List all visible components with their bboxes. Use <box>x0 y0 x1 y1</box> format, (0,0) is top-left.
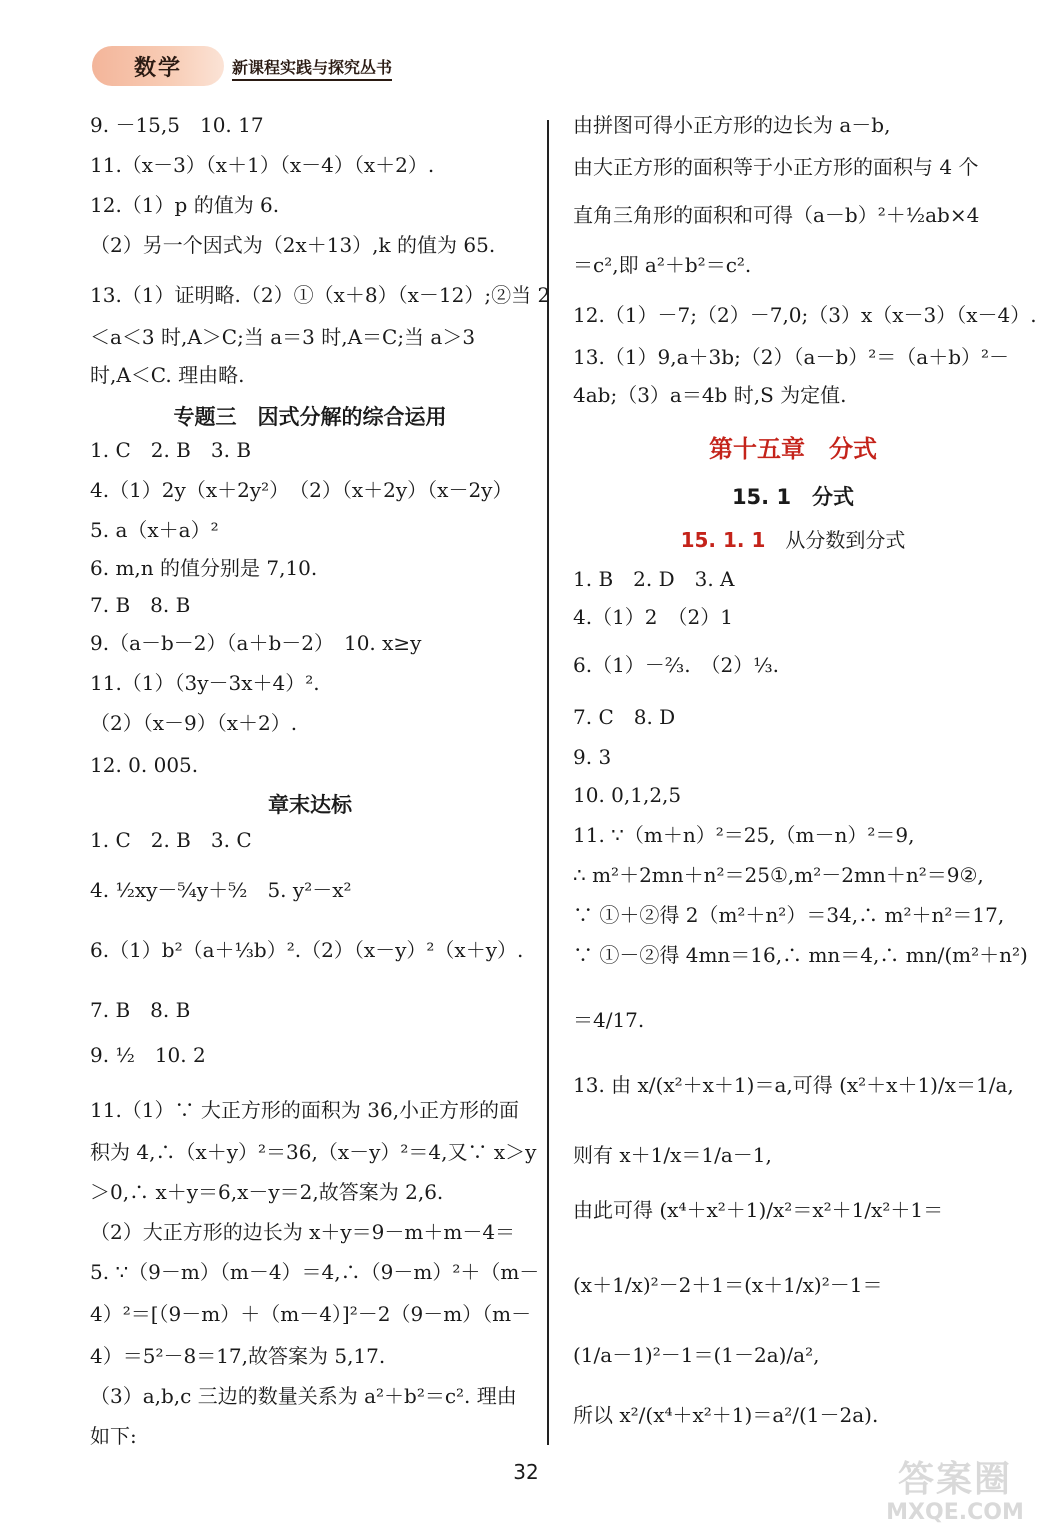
answer-line: 12. 0. 005. <box>90 753 199 777</box>
answer-line: 12.（1）－7;（2）－7,0;（3）x（x－3）（x－4）. <box>573 303 1037 327</box>
subsection-number: 15. 1. 1 <box>680 528 766 552</box>
answer-line: 1. B 2. D 3. A <box>573 567 735 591</box>
answer-line: 13.（1）证明略.（2）①（x＋8）（x－12）;②当 2 <box>90 283 551 307</box>
answer-line: 10. 0,1,2,5 <box>573 783 682 807</box>
answer-line: （2）另一个因式为（2x＋13）,k 的值为 65. <box>90 233 496 257</box>
answer-line: 时,A＜C. 理由略. <box>90 363 245 387</box>
answer-line: ＜a＜3 时,A＞C;当 a＝3 时,A＝C;当 a＞3 <box>90 325 476 349</box>
answer-line: 7. B 8. B <box>90 593 191 617</box>
answer-line: 如下: <box>90 1424 137 1448</box>
answer-line: 则有 x＋1/x＝1/a－1, <box>573 1143 772 1167</box>
answer-line: 7. B 8. B <box>90 998 191 1022</box>
chapter-heading: 第十五章 分式 <box>709 435 877 463</box>
subject-badge: 数学 <box>92 46 224 86</box>
answer-line: 6. m,n 的值分别是 7,10. <box>90 556 318 580</box>
answer-line: 11.（1）（3y－3x＋4）². <box>90 671 320 695</box>
answer-line: 12.（1）p 的值为 6. <box>90 193 280 217</box>
answer-line: 由此可得 (x⁴＋x²＋1)/x²＝x²＋1/x²＋1＝ <box>573 1198 944 1222</box>
answer-line: 积为 4,∴（x＋y）²＝36,（x－y）²＝4,又∵ x＞y <box>90 1140 537 1164</box>
answer-line: 直角三角形的面积和可得（a－b）²＋½ab×4 <box>573 203 980 227</box>
answer-line: 4）＝5²－8＝17,故答案为 5,17. <box>90 1344 386 1368</box>
watermark-site: MXQE.COM <box>886 1500 1024 1525</box>
answer-line: 13. 由 x/(x²＋x＋1)＝a,可得 (x²＋x＋1)/x＝1/a, <box>573 1073 1014 1097</box>
answer-line: 5. ∵（9－m）（m－4）＝4,∴（9－m）²＋（m－ <box>90 1260 540 1284</box>
watermark-logo-text: 答案圈 <box>897 1459 1012 1500</box>
section-title: 15. 1 分式 <box>731 485 855 509</box>
answer-line: 4.（1）2y（x＋2y²） （2）（x＋2y）（x－2y） <box>90 478 513 502</box>
answer-line: 6.（1）－⅔. （2）⅓. <box>573 653 780 677</box>
answer-line: 4）²＝[（9－m）＋（m－4）]²－2（9－m）（m－ <box>90 1302 532 1326</box>
answer-line: ∵ ①－②得 4mn＝16,∴ mn＝4,∴ mn/(m²＋n²) <box>573 943 1028 967</box>
watermark-logo <box>870 1460 1040 1530</box>
answer-line: 由拼图可得小正方形的边长为 a－b, <box>573 113 891 137</box>
answer-line: ∴ m²＋2mn＋n²＝25①,m²－2mn＋n²＝9②, <box>573 863 984 887</box>
answer-line: 所以 x²/(x⁴＋x²＋1)＝a²/(1－2a). <box>573 1403 879 1427</box>
answer-line: 4. ½xy－⁵⁄₄y＋⁵⁄₂ 5. y²－x² <box>90 878 352 902</box>
answer-line: ∵ ①＋②得 2（m²＋n²）＝34,∴ m²＋n²＝17, <box>573 903 1005 927</box>
answer-line: 1. C 2. B 3. B <box>90 438 252 462</box>
series-title: 新课程实践与探究丛书 <box>232 55 392 81</box>
answer-line: 11.（x－3）（x＋1）（x－4）（x＋2）. <box>90 153 435 177</box>
subsection-title: 从分数到分式 <box>785 528 906 552</box>
answer-line: （3）a,b,c 三边的数量关系为 a²＋b²＝c². 理由 <box>90 1384 517 1408</box>
answer-line: ＞0,∴ x＋y＝6,x－y＝2,故答案为 2,6. <box>90 1180 444 1204</box>
answer-line: 9. －15,5 10. 17 <box>90 113 264 137</box>
section-heading: 章末达标 <box>268 793 352 817</box>
answer-line: ＝4/17. <box>573 1008 645 1032</box>
answer-line: (1/a－1)²－1＝(1－2a)/a², <box>573 1343 820 1367</box>
answer-line: 9. 3 <box>573 745 612 769</box>
answer-line: 4.（1）2 （2）1 <box>573 605 733 629</box>
answer-line: （2）大正方形的边长为 x＋y＝9－m＋m－4＝ <box>90 1220 516 1244</box>
answer-line: 5. a（x＋a）² <box>90 518 219 542</box>
page-number: 32 <box>513 1460 539 1484</box>
answer-line: 由大正方形的面积等于小正方形的面积与 4 个 <box>573 155 979 179</box>
answer-line: 11. ∵（m＋n）²＝25,（m－n）²＝9, <box>573 823 915 847</box>
answer-line: 11.（1）∵ 大正方形的面积为 36,小正方形的面 <box>90 1098 520 1122</box>
answer-line: 9.（a－b－2）（a＋b－2） 10. x≥y <box>90 631 422 655</box>
answer-line: (x＋1/x)²－2＋1＝(x＋1/x)²－1＝ <box>573 1273 883 1297</box>
answer-line: 1. C 2. B 3. C <box>90 828 252 852</box>
column-divider <box>547 120 549 1445</box>
answer-line: 6.（1）b²（a＋⅓b）².（2）（x－y）²（x＋y）. <box>90 938 524 962</box>
answer-line: 7. C 8. D <box>573 705 676 729</box>
answer-line: 9. ½ 10. 2 <box>90 1043 206 1067</box>
section-heading: 专题三 因式分解的综合运用 <box>173 405 447 429</box>
subsection-heading <box>573 525 1013 555</box>
answer-line: 13.（1）9,a＋3b;（2）（a－b）²＝（a＋b）²－ <box>573 345 1010 369</box>
answer-line: （2）（x－9）（x＋2）. <box>90 711 298 735</box>
answer-line: ＝c²,即 a²＋b²＝c². <box>573 253 752 277</box>
answer-line: 4ab;（3）a＝4b 时,S 为定值. <box>573 383 847 407</box>
